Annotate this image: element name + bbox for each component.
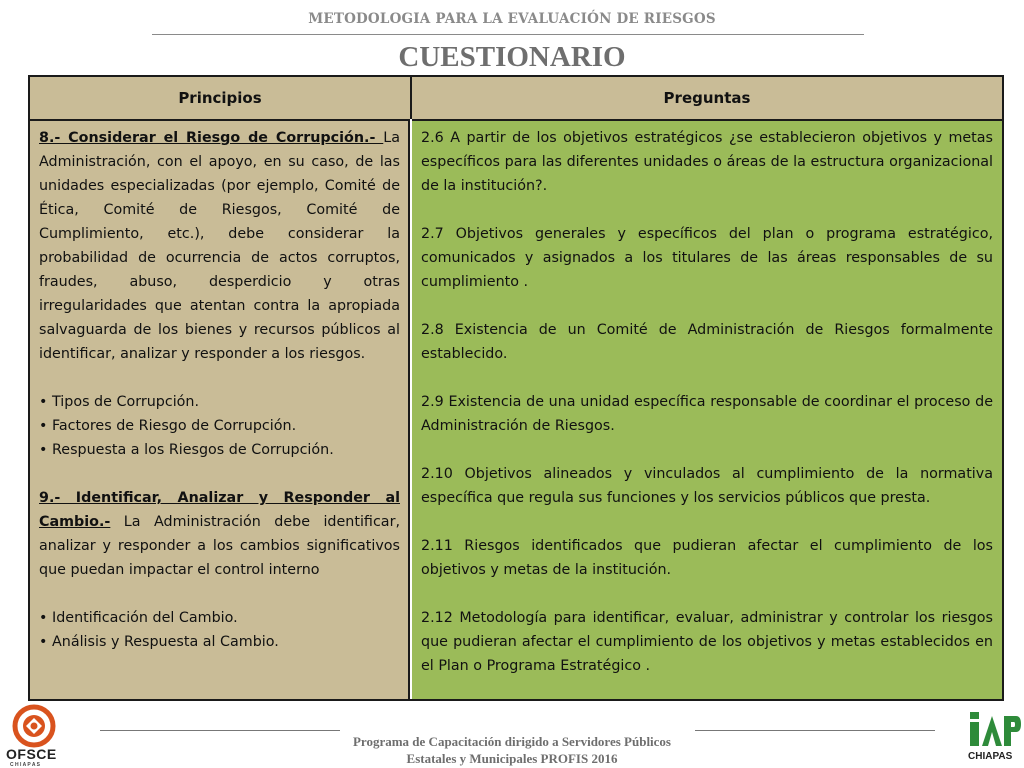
questions-cell	[412, 119, 1002, 699]
ofsce-logo-name: OFSCE	[6, 746, 57, 762]
question-2-6: 2.6 A partir de los objetivos estratégicos ¿se establecieron objetivos y metas específicos para las diferentes unidades o áreas de la estructura organizacional de la institución?.	[421, 130, 993, 194]
question-2-7: 2.7 Objetivos generales y específicos del plan o programa estratégico, comunicados y asignados a los titulares de las áreas responsables de su cumplimiento .	[421, 226, 993, 290]
ofsce-logo-sub: C H I A P A S	[10, 762, 41, 768]
question-2-12: 2.12 Metodología para identificar, evaluar, administrar y controlar los riesgos que pudieran afectar el cumplimiento de los objetivos y metas establecidos en el Plan o Programa Estratégico .	[421, 610, 993, 674]
principle-8-bullets	[39, 390, 400, 462]
principle-8-heading: 8.- Considerar el Riesgo de Corrupción.-	[39, 130, 384, 146]
principle-9-bullets	[39, 606, 400, 654]
questionnaire-table	[28, 75, 1004, 701]
column-header-preguntas: Preguntas	[412, 77, 1002, 119]
question-2-8: 2.8 Existencia de un Comité de Administración de Riesgos formalmente establecido.	[421, 322, 993, 362]
list-item: • Respuesta a los Riesgos de Corrupción.	[39, 442, 334, 458]
iap-logo-sub: CHIAPAS	[968, 751, 1013, 762]
principle-8-text: La Administración, con el apoyo, en su caso, de las unidades especializadas (por ejemplo, Comité de Ética, Comité de Riesgos, Comité de Cumplimiento, etc.), debe considerar la probabilidad de ocurrencia de actos corruptos, fraudes, abuso, desperdicio y otras irregularidades que atentan contra la apropiada salvaguarda de los bienes y recursos públicos al identificar, analizar y responder a los riesgos.	[39, 130, 400, 362]
footer-text	[0, 733, 1024, 767]
list-item: • Tipos de Corrupción.	[39, 394, 200, 410]
footer-line-2: Estatales y Municipales PROFIS 2016	[406, 751, 618, 766]
ofsce-emblem-icon	[4, 704, 64, 748]
column-header-principios: Principios	[30, 77, 412, 119]
iap-logo	[966, 712, 1022, 768]
list-item: • Factores de Riesgo de Corrupción.	[39, 418, 297, 434]
footer-divider-left	[100, 730, 340, 731]
question-2-10: 2.10 Objetivos alineados y vinculados al cumplimiento de la normativa específica que regula sus funciones y los servicios públicos que presta.	[421, 466, 993, 506]
list-item: • Análisis y Respuesta al Cambio.	[39, 634, 279, 650]
principle-9-text: La Administración debe identificar, analizar y responder a los cambios significativos que puedan impactar el control interno	[39, 514, 400, 578]
principles-cell	[30, 119, 410, 699]
principle-9	[39, 486, 400, 582]
principle-8	[39, 126, 400, 366]
question-2-9: 2.9 Existencia de una unidad específica responsable de coordinar el proceso de Administración de Riesgos.	[421, 394, 993, 434]
principle-9-heading: 9.- Identificar, Analizar y Responder al Cambio.-	[39, 490, 400, 530]
list-item: • Identificación del Cambio.	[39, 610, 238, 626]
footer-line-1: Programa de Capacitación dirigido a Servidores Públicos	[352, 734, 671, 749]
slide-top-title: METODOLOGIA PARA LA EVALUACIÓN DE RIESGOS	[308, 11, 716, 27]
top-divider	[152, 34, 864, 35]
footer-divider-right	[695, 730, 935, 731]
iap-emblem-icon	[966, 712, 1022, 748]
question-2-11: 2.11 Riesgos identificados que pudieran afectar el cumplimiento de los objetivos y metas de la institución.	[421, 538, 993, 578]
ofsce-logo	[4, 704, 64, 768]
page-title: CUESTIONARIO	[398, 41, 626, 73]
